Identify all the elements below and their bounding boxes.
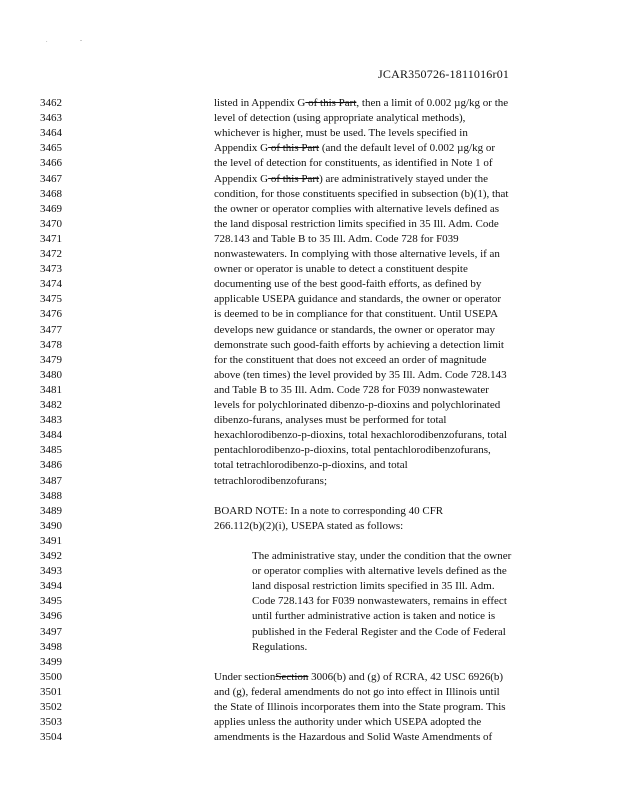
line-number: 3462 — [40, 97, 62, 109]
line-number: 3466 — [40, 157, 62, 169]
text-segment: amendments is the Hazardous and Solid Waste Amendments of — [214, 731, 493, 743]
text-segment: levels for polychlorinated dibenzo-p-dioxins and polychlorinated — [214, 399, 501, 411]
text-line — [214, 127, 468, 139]
line-number: 3481 — [40, 384, 62, 396]
line-number: 3483 — [40, 414, 62, 426]
text-line — [214, 414, 446, 426]
line-number: 3503 — [40, 716, 62, 728]
text-segment: land disposal restriction limits specified in 35 Ill. Adm. — [252, 580, 495, 592]
struck-text: of this Part — [268, 142, 320, 154]
line-number: 3474 — [40, 278, 62, 290]
text-segment: Appendix G — [214, 173, 269, 185]
line-number: 3464 — [40, 127, 62, 139]
line-number: 3497 — [40, 626, 62, 638]
text-segment: pentachlorodibenzo-p-dioxins, total pentachlorodibenzofurans, — [214, 444, 491, 456]
text-line — [252, 595, 507, 607]
text-line — [214, 203, 499, 215]
text-line — [214, 716, 481, 728]
text-segment: The administrative stay, under the condition that the owner — [252, 550, 512, 562]
line-number: 3491 — [40, 535, 62, 547]
text-line — [214, 188, 509, 200]
line-number: 3478 — [40, 339, 62, 351]
text-segment: 266.112(b)(2)(i), USEPA stated as follows: — [214, 520, 404, 532]
text-line — [214, 263, 468, 275]
line-number: 3489 — [40, 505, 62, 517]
line-number: 3482 — [40, 399, 62, 411]
line-number: 3479 — [40, 354, 62, 366]
document-id: JCAR350726-1811016r01 — [378, 67, 510, 81]
text-segment: the land disposal restriction limits specified in 35 Ill. Adm. Code — [214, 218, 499, 230]
text-segment: level of detection (using appropriate analytical methods), — [214, 112, 466, 124]
text-line — [214, 520, 403, 532]
text-line — [214, 278, 481, 290]
line-number: 3467 — [40, 173, 62, 185]
text-segment: above (ten times) the level provided by 35 Ill. Adm. Code 728.143 — [214, 369, 507, 381]
text-segment: hexachlorodibenzo-p-dioxins, total hexachlorodibenzofurans, total — [214, 429, 507, 441]
line-number: 3499 — [40, 656, 62, 668]
text-segment: 728.143 and Table B to 35 Ill. Adm. Code 728 for F039 — [214, 233, 459, 245]
text-line — [214, 444, 491, 456]
line-number: 3473 — [40, 263, 62, 275]
text-line — [214, 233, 459, 245]
text-segment: whichever is higher, must be used. The levels specified in — [214, 127, 468, 139]
line-number: 3484 — [40, 429, 62, 441]
text-line — [214, 308, 498, 320]
text-segment: applicable USEPA guidance and standards, the owner or operator — [214, 293, 502, 305]
text-segment: 3006(b) and (g) of RCRA, 42 USC 6926(b) — [308, 671, 504, 683]
text-segment: (and the default level of 0.002 µg/kg or — [319, 142, 495, 154]
text-segment: until further administrative action is taken and notice is — [252, 610, 496, 622]
line-number: 3486 — [40, 459, 62, 471]
text-segment: condition, for those constituents specified in subsection (b)(1), that — [214, 188, 509, 200]
text-segment: Appendix G — [214, 142, 269, 154]
text-line — [214, 369, 507, 381]
line-number: 3470 — [40, 218, 62, 230]
text-line — [214, 399, 500, 411]
scan-speck: - — [80, 38, 82, 44]
text-segment: Code 728.143 for F039 nonwastewaters, remains in effect — [252, 595, 507, 607]
line-number: 3488 — [40, 490, 62, 502]
text-segment: total tetrachlorodibenzo-p-dioxins, and total — [214, 459, 408, 471]
text-segment: and Table B to 35 Ill. Adm. Code 728 for F039 nonwastewater — [214, 384, 489, 396]
text-line — [214, 173, 488, 185]
struck-text: of this Part — [305, 97, 357, 109]
text-segment: tetrachlorodibenzofurans; — [214, 475, 328, 487]
line-number: 3500 — [40, 671, 62, 683]
text-segment: ) are administratively stayed under the — [319, 173, 489, 185]
text-line — [214, 293, 501, 305]
line-number: 3498 — [40, 641, 62, 653]
scan-speck: . — [46, 38, 48, 44]
text-line — [214, 731, 492, 743]
text-segment: demonstrate such good-faith efforts by achieving a detection limit — [214, 339, 504, 351]
text-line — [214, 384, 489, 396]
line-number: 3463 — [40, 112, 62, 124]
text-line — [214, 429, 507, 441]
text-line — [214, 671, 503, 683]
text-line — [252, 610, 495, 622]
text-segment: is deemed to be in compliance for that constituent. Until USEPA — [214, 308, 499, 320]
line-number: 3469 — [40, 203, 62, 215]
text-segment: Under section — [214, 671, 276, 683]
text-line — [214, 701, 506, 713]
text-line — [214, 218, 499, 230]
line-number: 3480 — [40, 369, 62, 381]
text-line — [214, 112, 465, 124]
line-number: 3502 — [40, 701, 62, 713]
text-segment: applies unless the authority under which USEPA adopted the — [214, 716, 482, 728]
line-number: 3471 — [40, 233, 62, 245]
text-line — [214, 142, 495, 154]
text-segment: listed in Appendix G — [214, 97, 306, 109]
line-number: 3485 — [40, 444, 62, 456]
line-number: 3494 — [40, 580, 62, 592]
text-segment: Regulations. — [252, 641, 308, 653]
text-line — [214, 339, 504, 351]
struck-text: of this Part — [268, 173, 320, 185]
line-number: 3477 — [40, 324, 62, 336]
line-number: 3475 — [40, 293, 62, 305]
line-number: 3504 — [40, 731, 62, 743]
line-number: 3496 — [40, 610, 62, 622]
text-segment: dibenzo-furans, analyses must be performed for total — [214, 414, 447, 426]
text-line — [214, 157, 493, 169]
text-segment: develops new guidance or standards, the owner or operator may — [214, 324, 496, 336]
text-line — [214, 505, 443, 517]
text-segment: the State of Illinois incorporates them into the State program. This — [214, 701, 506, 713]
text-line — [252, 626, 506, 638]
line-number: 3465 — [40, 142, 62, 154]
line-number: 3493 — [40, 565, 62, 577]
text-line — [214, 248, 500, 260]
line-number: 3472 — [40, 248, 62, 260]
line-number: 3490 — [40, 520, 62, 532]
text-line — [214, 475, 327, 487]
text-segment: published in the Federal Register and the Code of Federal — [252, 626, 506, 638]
text-segment: nonwastewaters. In complying with those alternative levels, if an — [214, 248, 500, 260]
text-segment: for the constituent that does not exceed an order of magnitude — [214, 354, 487, 366]
text-segment: documenting use of the best good-faith efforts, as defined by — [214, 278, 482, 290]
line-number: 3476 — [40, 308, 62, 320]
text-segment: or operator complies with alternative levels defined as the — [252, 565, 507, 577]
line-number: 3501 — [40, 686, 62, 698]
text-segment: the owner or operator complies with alternative levels defined as — [214, 203, 499, 215]
text-line — [214, 97, 508, 109]
text-line — [214, 686, 500, 698]
text-line — [252, 565, 507, 577]
text-segment: the level of detection for constituents, as identified in Note 1 of — [214, 157, 493, 169]
line-number: 3492 — [40, 550, 62, 562]
text-segment: BOARD NOTE: In a note to corresponding 40 CFR — [214, 505, 444, 517]
text-line — [252, 580, 495, 592]
text-segment: owner or operator is unable to detect a constituent despite — [214, 263, 468, 275]
text-line — [214, 459, 408, 471]
text-line — [252, 641, 307, 653]
text-line — [214, 354, 486, 366]
line-number: 3495 — [40, 595, 62, 607]
text-segment: , then a limit of 0.002 µg/kg or the — [356, 97, 509, 109]
text-line — [214, 324, 495, 336]
line-number: 3468 — [40, 188, 62, 200]
text-segment: and (g), federal amendments do not go into effect in Illinois until — [214, 686, 500, 698]
struck-text: Section — [275, 671, 309, 683]
line-number: 3487 — [40, 475, 62, 487]
text-line — [252, 550, 511, 562]
